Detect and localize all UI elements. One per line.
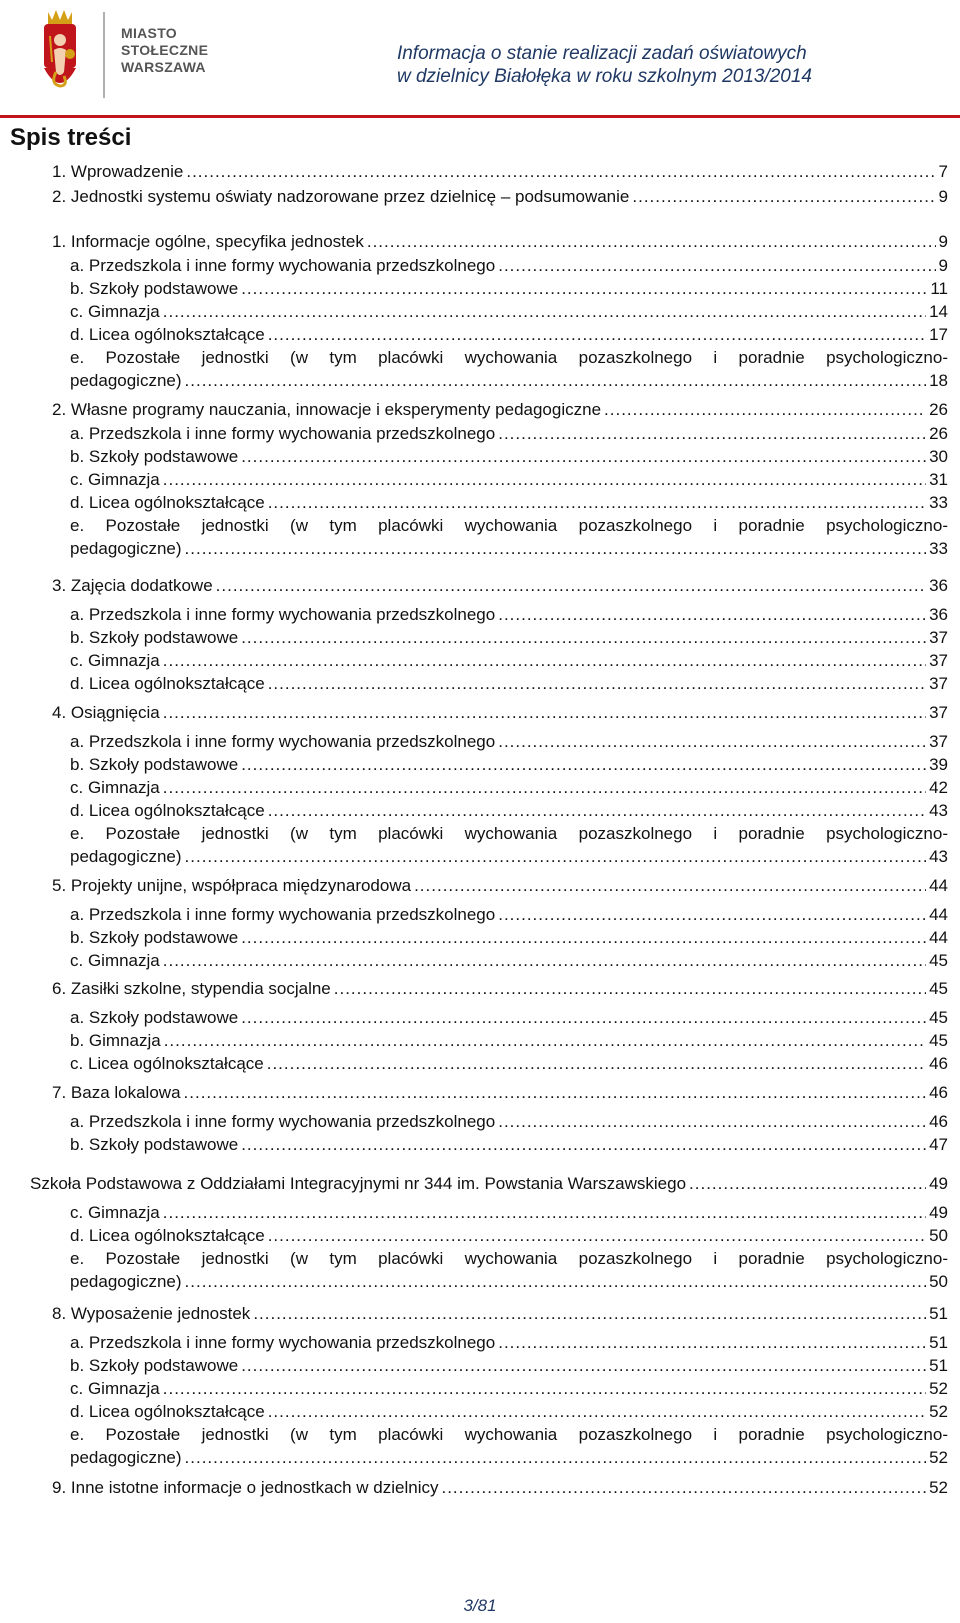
toc-entry-page-number: 37 xyxy=(929,703,948,722)
toc-dot-leader xyxy=(334,977,926,1001)
toc-entry[interactable] xyxy=(70,445,948,469)
toc-dot-leader xyxy=(268,1400,926,1424)
toc-entry-page-number: 33 xyxy=(929,539,948,558)
toc-entry-label: d. Licea ogólnokształcące xyxy=(70,1226,265,1245)
toc-entry[interactable] xyxy=(70,1400,948,1424)
toc-dot-leader xyxy=(253,1302,926,1326)
toc-entry-page-number: 45 xyxy=(929,1031,948,1050)
toc-entry[interactable] xyxy=(70,1377,948,1401)
toc-entry[interactable] xyxy=(70,672,948,696)
toc-entry[interactable] xyxy=(70,753,948,777)
toc-entry-page-number: 46 xyxy=(929,1083,948,1102)
toc-entry-page-number: 26 xyxy=(929,424,948,443)
toc-dot-leader xyxy=(632,185,935,209)
toc-dot-leader xyxy=(267,1052,926,1076)
toc-entry[interactable] xyxy=(52,160,948,184)
toc-entry[interactable] xyxy=(70,1270,948,1294)
city-logo-text xyxy=(121,25,208,76)
toc-entry-label: d. Licea ogólnokształcące xyxy=(70,674,265,693)
toc-dot-leader xyxy=(163,701,926,725)
toc-dot-leader xyxy=(164,1029,926,1053)
toc-entry[interactable] xyxy=(52,701,948,725)
toc-entry-page-number: 50 xyxy=(929,1226,948,1245)
toc-entry-label: a. Przedszkola i inne formy wychowania przedszkolnego xyxy=(70,256,496,275)
toc-entry-label: c. Gimnazja xyxy=(70,651,160,670)
page-number: 3/81 xyxy=(463,1596,497,1615)
toc-dot-leader xyxy=(498,903,926,927)
toc-entry-label: c. Gimnazja xyxy=(70,302,160,321)
toc-entry-label: c. Licea ogólnokształcące xyxy=(70,1054,264,1073)
toc-entry-label: 4. Osiągnięcia xyxy=(52,703,160,722)
toc-entry-label: b. Szkoły podstawowe xyxy=(70,279,239,298)
toc-entry-label: pedagogiczne) xyxy=(70,539,182,558)
toc-entry-label: 9. Inne istotne informacje o jednostkach w dzielnicy xyxy=(52,1478,439,1497)
toc-entry-page-number: 51 xyxy=(929,1356,948,1375)
toc-entry-page-number: 45 xyxy=(929,1008,948,1027)
toc-entry-label: 2. Jednostki systemu oświaty nadzorowane przez dzielnicę – podsumowanie xyxy=(52,187,630,206)
toc-dot-leader xyxy=(367,230,936,254)
toc-entry-page-number: 7 xyxy=(938,162,948,181)
toc-entry-page-number: 37 xyxy=(929,732,948,751)
toc-entry-label: d. Licea ogólnokształcące xyxy=(70,801,265,820)
toc-entry-label: b. Szkoły podstawowe xyxy=(70,1356,239,1375)
toc-entry-page-number: 45 xyxy=(929,979,948,998)
toc-dot-leader xyxy=(689,1172,926,1196)
toc-entry[interactable] xyxy=(52,1476,948,1500)
warsaw-coat-of-arms-logo xyxy=(30,6,110,102)
toc-entry[interactable] xyxy=(70,1331,948,1355)
toc-dot-leader xyxy=(604,398,926,422)
toc-dot-leader xyxy=(498,603,926,627)
toc-entry[interactable] xyxy=(70,626,948,650)
toc-entry-page-number: 52 xyxy=(929,1402,948,1421)
toc-dot-leader xyxy=(163,776,926,800)
document-title-line1: Informacja o stanie realizacji zadań oświatowych xyxy=(396,43,807,64)
toc-entry[interactable] xyxy=(70,491,948,515)
toc-entry-label-line1: e. Pozostałe jednostki (w tym placówki wychowania pozaszkolnego i poradnie psychologiczno- xyxy=(70,348,948,367)
toc-entry-page-number: 52 xyxy=(929,1448,948,1467)
toc-dot-leader xyxy=(163,1377,926,1401)
toc-entry-label-line1: e. Pozostałe jednostki (w tym placówki wychowania pozaszkolnego i poradnie psychologiczno- xyxy=(70,1249,948,1268)
toc-entry-page-number: 11 xyxy=(930,279,948,298)
logo-line: STOŁECZNE xyxy=(121,42,209,58)
toc-entry-page-number: 45 xyxy=(929,951,948,970)
toc-entry-page-number: 17 xyxy=(929,325,948,344)
toc-entry-page-number: 44 xyxy=(929,876,948,895)
toc-dot-leader xyxy=(498,1110,926,1134)
toc-entry[interactable] xyxy=(70,323,948,347)
toc-entry-page-number: 44 xyxy=(929,928,948,947)
toc-entry[interactable] xyxy=(70,1006,948,1030)
toc-entry[interactable] xyxy=(70,1029,948,1053)
toc-entry-page-number: 44 xyxy=(929,905,948,924)
toc-entry-page-number: 52 xyxy=(929,1478,948,1497)
toc-entry-page-number: 46 xyxy=(929,1112,948,1131)
toc-dot-leader xyxy=(268,323,926,347)
toc-dot-leader xyxy=(184,1081,927,1105)
toc-entry-label: b. Szkoły podstawowe xyxy=(70,628,239,647)
toc-entry-label: 2. Własne programy nauczania, innowacje i eksperymenty pedagogiczne xyxy=(52,400,602,419)
toc-entry-page-number: 14 xyxy=(929,302,948,321)
toc-entry[interactable] xyxy=(52,977,948,1001)
toc-entry-page-number: 37 xyxy=(929,651,948,670)
toc-entry-label: a. Przedszkola i inne formy wychowania przedszkolnego xyxy=(70,1333,496,1352)
toc-entry-label: b. Szkoły podstawowe xyxy=(70,755,239,774)
toc-entry-page-number: 36 xyxy=(929,576,948,595)
toc-dot-leader xyxy=(241,626,926,650)
toc-dot-leader xyxy=(186,160,935,184)
toc-dot-leader xyxy=(163,468,926,492)
toc-entry-label: a. Przedszkola i inne formy wychowania przedszkolnego xyxy=(70,424,496,443)
toc-entry-page-number: 9 xyxy=(938,187,948,206)
toc-dot-leader xyxy=(414,874,926,898)
toc-entry-page-number: 30 xyxy=(929,447,948,466)
toc-dot-leader xyxy=(163,949,926,973)
toc-dot-leader xyxy=(241,753,926,777)
toc-entry[interactable] xyxy=(70,845,948,869)
toc-entry-page-number: 51 xyxy=(929,1333,948,1352)
toc-entry-page-number: 52 xyxy=(929,1379,948,1398)
toc-entry-label: c. Gimnazja xyxy=(70,1203,160,1222)
toc-dot-leader xyxy=(498,422,926,446)
toc-entry-label: 6. Zasiłki szkolne, stypendia socjalne xyxy=(52,979,331,998)
toc-entry-page-number: 37 xyxy=(929,628,948,647)
toc-entry[interactable] xyxy=(70,1224,948,1248)
toc-entry-page-number: 9 xyxy=(938,256,948,275)
toc-entry-page-number: 49 xyxy=(929,1174,948,1193)
toc-dot-leader xyxy=(498,1331,926,1355)
toc-entry[interactable] xyxy=(70,1201,948,1225)
toc-entry-label: 1. Wprowadzenie xyxy=(52,162,184,181)
toc-entry[interactable] xyxy=(70,903,948,927)
page-header xyxy=(0,0,960,118)
toc-entry-label: Szkoła Podstawowa z Oddziałami Integracyjnymi nr 344 im. Powstania Warszawskiego xyxy=(30,1174,687,1193)
toc-dot-leader xyxy=(498,254,935,278)
toc-entry-label: c. Gimnazja xyxy=(70,470,160,489)
toc-dot-leader xyxy=(441,1476,926,1500)
toc-entry[interactable] xyxy=(70,537,948,561)
toc-entry-label: b. Szkoły podstawowe xyxy=(70,1135,239,1154)
document-title xyxy=(397,42,812,88)
toc-entry-label: d. Licea ogólnokształcące xyxy=(70,1402,265,1421)
toc-heading: Spis treści xyxy=(10,124,132,151)
toc-entry[interactable] xyxy=(52,1081,948,1105)
toc-entry[interactable] xyxy=(70,1354,948,1378)
document-title-line2: w dzielnicy Białołęka w roku szkolnym 2013/2014 xyxy=(396,66,812,87)
toc-entry[interactable] xyxy=(70,300,948,324)
toc-entry-label: b. Szkoły podstawowe xyxy=(70,928,239,947)
toc-entry-label: 5. Projekty unijne, współpraca międzynarodowa xyxy=(52,876,412,895)
toc-entry[interactable] xyxy=(52,185,948,209)
toc-entry[interactable] xyxy=(70,730,948,754)
toc-entry-label: a. Przedszkola i inne formy wychowania przedszkolnego xyxy=(70,905,496,924)
toc-dot-leader xyxy=(185,845,927,869)
toc-entry-page-number: 43 xyxy=(929,847,948,866)
toc-entry-page-number: 18 xyxy=(929,371,948,390)
toc-entry[interactable] xyxy=(30,1172,948,1196)
toc-dot-leader xyxy=(216,574,926,598)
toc-entry-label-line1: e. Pozostałe jednostki (w tym placówki wychowania pozaszkolnego i poradnie psychologiczno- xyxy=(70,516,948,535)
toc-entry-page-number: 46 xyxy=(929,1054,948,1073)
toc-entry[interactable] xyxy=(52,230,948,254)
toc-dot-leader xyxy=(163,649,926,673)
toc-entry[interactable] xyxy=(52,1302,948,1326)
toc-entry-label: 8. Wyposażenie jednostek xyxy=(52,1304,251,1323)
toc-entry-page-number: 26 xyxy=(929,400,948,419)
toc-dot-leader xyxy=(241,1133,926,1157)
toc-entry-page-number: 50 xyxy=(929,1272,948,1291)
toc-entry-label: pedagogiczne) xyxy=(70,371,182,390)
toc-entry-page-number: 31 xyxy=(929,470,948,489)
toc-dot-leader xyxy=(241,1006,926,1030)
toc-entry[interactable] xyxy=(70,1133,948,1157)
toc-dot-leader xyxy=(498,730,926,754)
toc-entry-page-number: 51 xyxy=(929,1304,948,1323)
toc-entry-label: a. Przedszkola i inne formy wychowania przedszkolnego xyxy=(70,1112,496,1131)
toc-entry-label: a. Szkoły podstawowe xyxy=(70,1008,239,1027)
toc-entry-page-number: 43 xyxy=(929,801,948,820)
toc-entry-label: d. Licea ogólnokształcące xyxy=(70,325,265,344)
toc-dot-leader xyxy=(268,1224,926,1248)
toc-entry-label: a. Przedszkola i inne formy wychowania przedszkolnego xyxy=(70,732,496,751)
toc-dot-leader xyxy=(185,1446,927,1470)
toc-dot-leader xyxy=(241,277,927,301)
toc-dot-leader xyxy=(163,300,926,324)
toc-dot-leader xyxy=(163,1201,926,1225)
toc-entry[interactable] xyxy=(70,1446,948,1470)
toc-dot-leader xyxy=(185,537,927,561)
toc-entry-label: pedagogiczne) xyxy=(70,1448,182,1467)
toc-entry[interactable] xyxy=(70,949,948,973)
toc-dot-leader xyxy=(268,672,926,696)
toc-entry-label: a. Przedszkola i inne formy wychowania przedszkolnego xyxy=(70,605,496,624)
toc-entry[interactable] xyxy=(52,574,948,598)
toc-entry-page-number: 37 xyxy=(929,674,948,693)
toc-entry-label: b. Gimnazja xyxy=(70,1031,161,1050)
toc-entry[interactable] xyxy=(70,926,948,950)
toc-entry-label: 7. Baza lokalowa xyxy=(52,1083,181,1102)
toc-entry-page-number: 42 xyxy=(929,778,948,797)
toc-entry-label: c. Gimnazja xyxy=(70,951,160,970)
toc-entry[interactable] xyxy=(70,799,948,823)
toc-entry[interactable] xyxy=(70,277,948,301)
toc-entry[interactable] xyxy=(70,254,948,278)
toc-entry-label: b. Szkoły podstawowe xyxy=(70,447,239,466)
toc-entry-label: c. Gimnazja xyxy=(70,1379,160,1398)
toc-entry-label: 1. Informacje ogólne, specyfika jednostek xyxy=(52,232,364,251)
toc-entry[interactable] xyxy=(70,649,948,673)
toc-entry-page-number: 39 xyxy=(929,755,948,774)
toc-entry[interactable] xyxy=(70,422,948,446)
toc-entry-page-number: 33 xyxy=(929,493,948,512)
toc-entry[interactable] xyxy=(70,776,948,800)
toc-entry-label-line1: e. Pozostałe jednostki (w tym placówki wychowania pozaszkolnego i poradnie psychologiczno- xyxy=(70,824,948,843)
logo-divider xyxy=(103,12,105,98)
toc-entry-page-number: 49 xyxy=(929,1203,948,1222)
toc-entry-label: pedagogiczne) xyxy=(70,847,182,866)
toc-dot-leader xyxy=(241,445,926,469)
toc-entry-label: c. Gimnazja xyxy=(70,778,160,797)
toc-entry[interactable] xyxy=(52,398,948,422)
toc-dot-leader xyxy=(241,926,926,950)
toc-dot-leader xyxy=(185,369,927,393)
toc-entry[interactable] xyxy=(70,468,948,492)
toc-dot-leader xyxy=(185,1270,927,1294)
toc-dot-leader xyxy=(241,1354,926,1378)
toc-entry-page-number: 9 xyxy=(938,232,948,251)
header-divider xyxy=(0,115,960,118)
toc-entry-label-line1: e. Pozostałe jednostki (w tym placówki wychowania pozaszkolnego i poradnie psychologiczno- xyxy=(70,1425,948,1444)
toc-entry-page-number: 47 xyxy=(929,1135,948,1154)
toc-entry[interactable] xyxy=(70,603,948,627)
toc-dot-leader xyxy=(268,491,926,515)
toc-entry-page-number: 36 xyxy=(929,605,948,624)
toc-entry-label: pedagogiczne) xyxy=(70,1272,182,1291)
toc-dot-leader xyxy=(268,799,926,823)
toc-entry[interactable] xyxy=(70,1052,948,1076)
toc-entry-label: d. Licea ogólnokształcące xyxy=(70,493,265,512)
toc-entry-label: 3. Zajęcia dodatkowe xyxy=(52,576,213,595)
toc-entry[interactable] xyxy=(70,369,948,393)
toc-entry[interactable] xyxy=(52,874,948,898)
logo-line: WARSZAWA xyxy=(121,59,206,75)
logo-line: MIASTO xyxy=(121,25,177,41)
toc-entry[interactable] xyxy=(70,1110,948,1134)
